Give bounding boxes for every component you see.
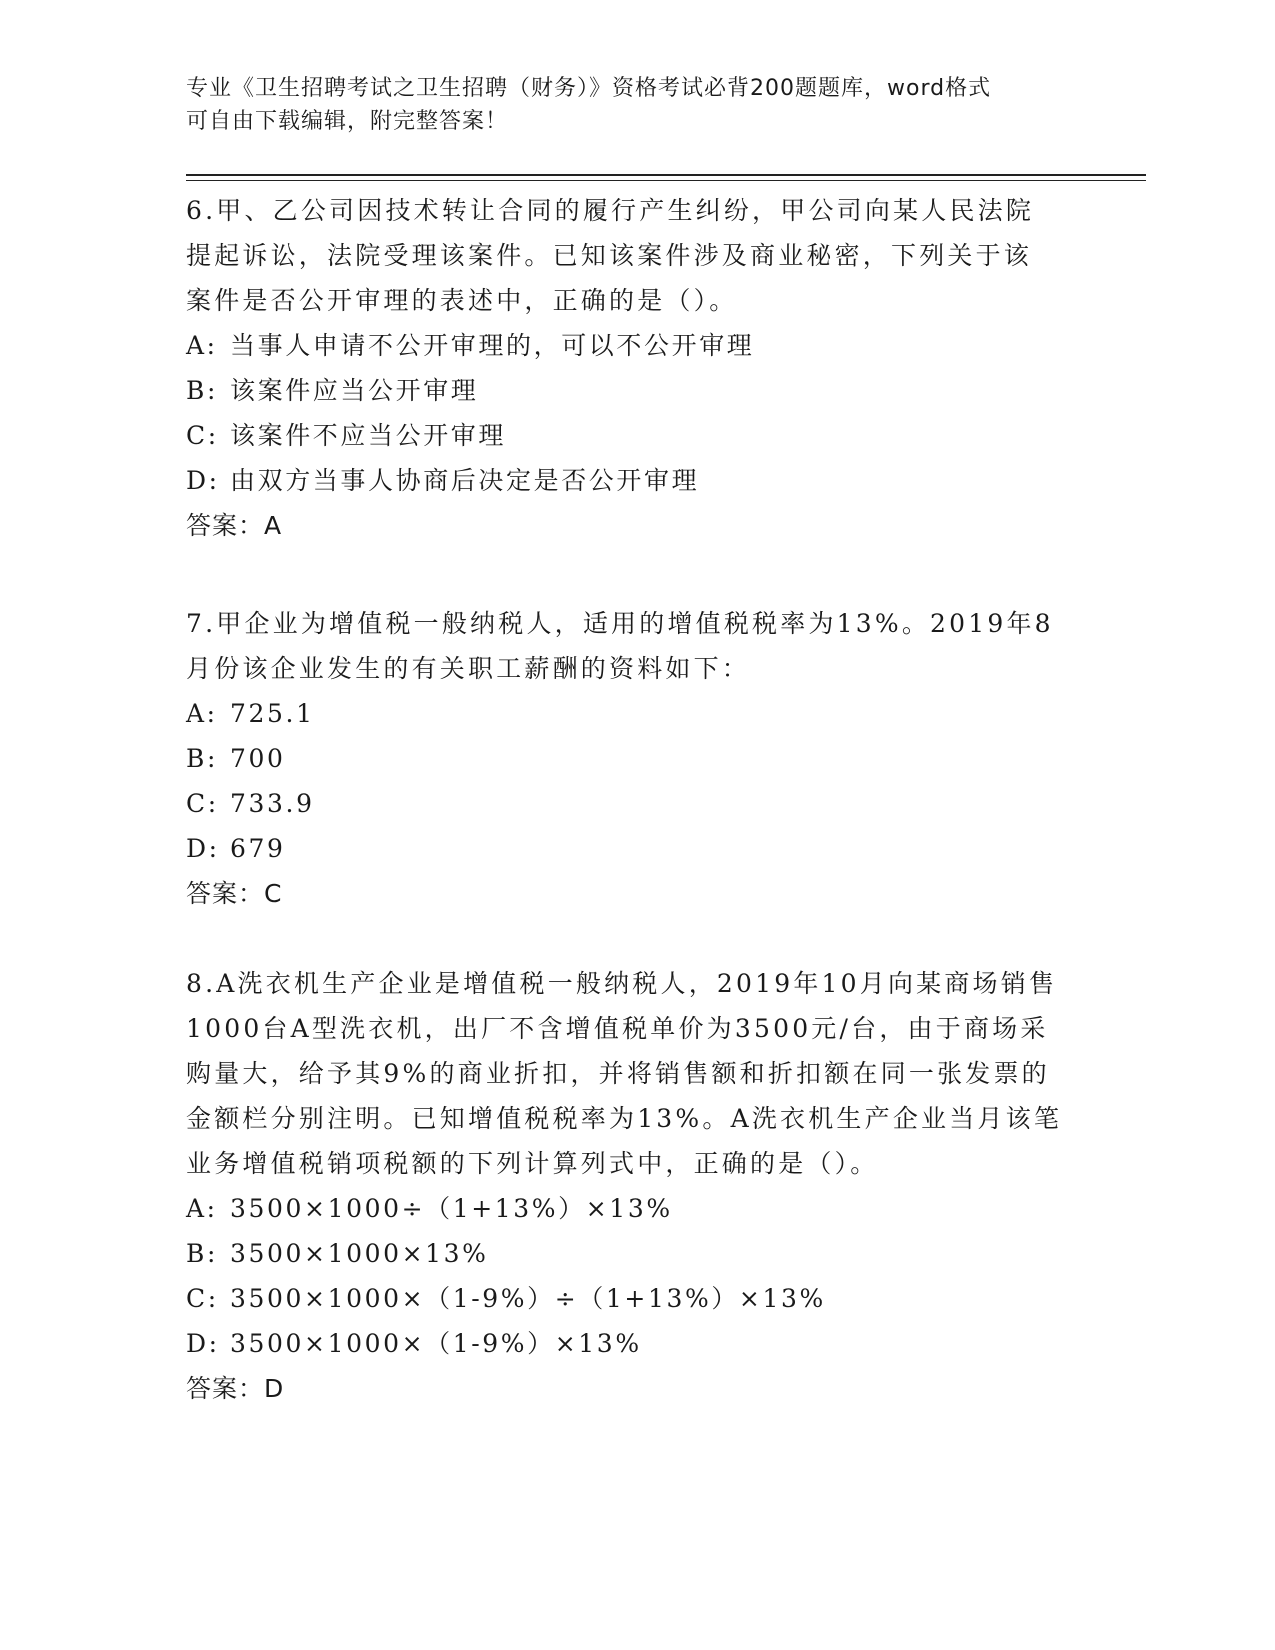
option-a	[186, 323, 1066, 368]
option-letter: B:	[186, 744, 218, 773]
question-6	[186, 188, 1066, 548]
option-a	[186, 691, 1066, 736]
question-text-line: 6.甲、乙公司因技术转让合同的履行产生纠纷，甲公司向某人民法院	[186, 196, 1035, 225]
question-text-line: 购量大，给予其9%的商业折扣，并将销售额和折扣额在同一张发票的	[186, 1059, 1050, 1088]
question-text-line: 7.甲企业为增值税一般纳税人，适用的增值税税率为13%。2019年8	[186, 609, 1054, 638]
option-b	[186, 736, 1066, 781]
option-text: 该案件应当公开审理	[230, 376, 479, 405]
option-letter: C:	[186, 421, 219, 450]
header-divider-thin	[186, 180, 1146, 181]
question-text-line: 提起诉讼，法院受理该案件。已知该案件涉及商业秘密，下列关于该	[186, 241, 1033, 270]
answer-line: 答案：C	[186, 879, 283, 908]
option-d	[186, 1321, 1066, 1366]
option-d	[186, 826, 1066, 871]
option-b	[186, 368, 1066, 413]
option-letter: C:	[186, 789, 219, 818]
option-letter: A:	[186, 1194, 218, 1223]
question-text-line: 8.A洗衣机生产企业是增值税一般纳税人，2019年10月向某商场销售	[186, 969, 1058, 998]
option-text: 3500×1000×13%	[230, 1239, 489, 1268]
option-c	[186, 413, 1066, 458]
question-7	[186, 601, 1066, 916]
question-text-line: 1000台A型洗衣机，出厂不含增值税单价为3500元/台，由于商场采	[186, 1014, 1049, 1043]
option-text: 3500×1000×（1-9%）×13%	[230, 1329, 642, 1358]
option-text: 725.1	[230, 699, 315, 728]
option-text: 700	[230, 744, 286, 773]
option-letter: B:	[186, 376, 218, 405]
option-text: 3500×1000×（1-9%）÷（1+13%）×13%	[230, 1284, 826, 1313]
option-c	[186, 1276, 1066, 1321]
option-text: 由双方当事人协商后决定是否公开审理	[230, 466, 700, 495]
question-text-line: 金额栏分别注明。已知增值税税率为13%。A洗衣机生产企业当月该笔	[186, 1104, 1063, 1133]
question-text-line: 案件是否公开审理的表述中，正确的是（）。	[186, 286, 738, 315]
question-text-line: 月份该企业发生的有关职工薪酬的资料如下：	[186, 654, 751, 683]
option-d	[186, 458, 1066, 503]
option-letter: D:	[186, 1329, 220, 1358]
header-divider-thick	[186, 174, 1146, 176]
option-letter: C:	[186, 1284, 219, 1313]
document-header	[186, 72, 1086, 138]
option-letter: B:	[186, 1239, 218, 1268]
header-line-2: 可自由下载编辑，附完整答案！	[186, 109, 509, 134]
option-text: 该案件不应当公开审理	[230, 421, 507, 450]
option-text: 3500×1000÷（1+13%）×13%	[230, 1194, 673, 1223]
option-letter: D:	[186, 466, 220, 495]
option-letter: A:	[186, 331, 218, 360]
option-text: 679	[230, 834, 286, 863]
answer-line: 答案：A	[186, 511, 283, 540]
option-c	[186, 781, 1066, 826]
question-8	[186, 961, 1066, 1411]
option-letter: A:	[186, 699, 218, 728]
question-text-line: 业务增值税销项税额的下列计算列式中，正确的是（）。	[186, 1149, 879, 1178]
answer-line: 答案：D	[186, 1374, 285, 1403]
option-text: 733.9	[230, 789, 315, 818]
header-line-1: 专业《卫生招聘考试之卫生招聘（财务）》资格考试必背200题题库，word格式	[186, 76, 992, 101]
option-text: 当事人申请不公开审理的，可以不公开审理	[230, 331, 755, 360]
option-letter: D:	[186, 834, 220, 863]
option-b	[186, 1231, 1066, 1276]
option-a	[186, 1186, 1066, 1231]
